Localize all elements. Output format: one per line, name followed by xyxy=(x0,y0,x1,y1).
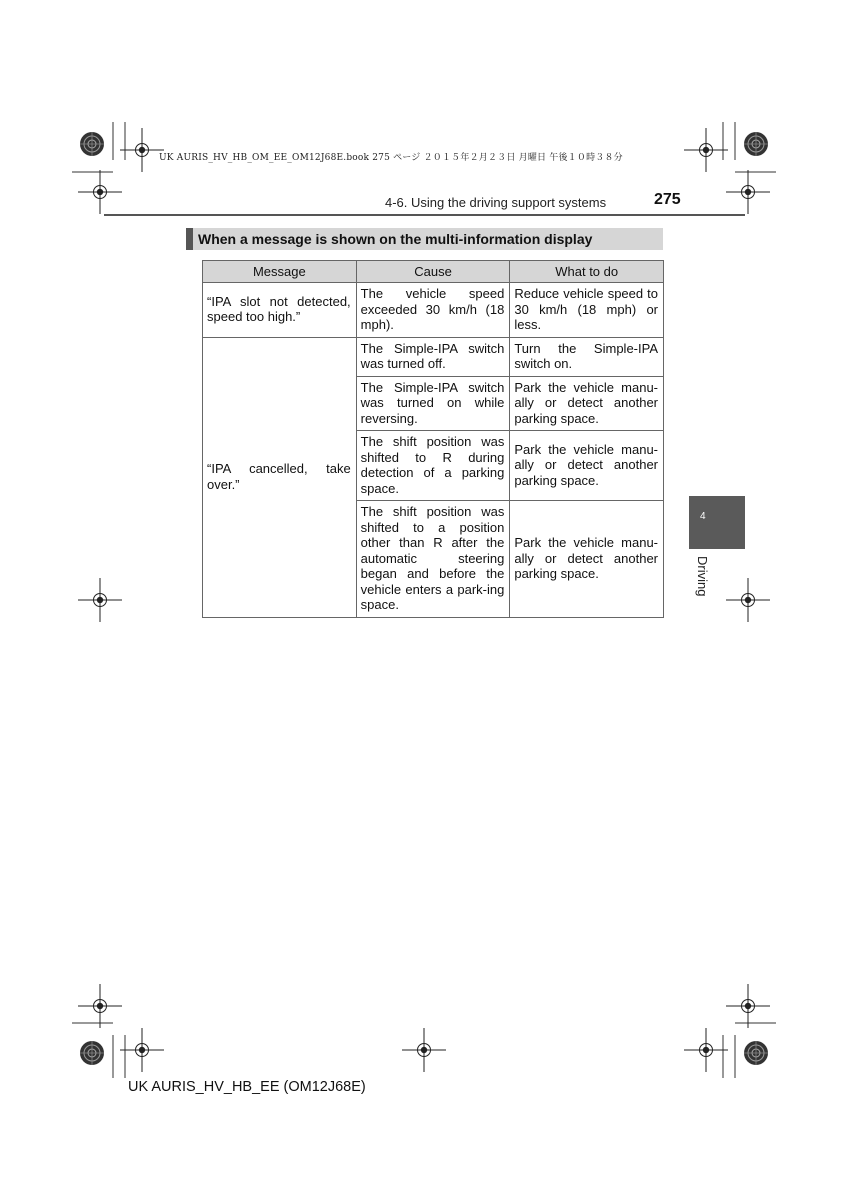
heading-accent xyxy=(186,228,193,250)
print-header: UK AURIS_HV_HB_OM_EE_OM12J68E.book 275 ページ ２０１５年２月２３日 月曜日 午後１０時３８分 xyxy=(159,153,623,163)
section-heading xyxy=(186,228,663,250)
table-row xyxy=(203,337,664,376)
cause-cell: The shift position was shifted to R during detection of a parking space. xyxy=(356,431,510,501)
table-row xyxy=(203,283,664,338)
action-cell: Park the vehicle manu-ally or detect another parking space. xyxy=(510,431,664,501)
registration-mark-icon xyxy=(78,984,122,1028)
color-target-icon xyxy=(744,132,768,156)
footer-code: UK AURIS_HV_HB_EE (OM12J68E) xyxy=(128,1079,366,1095)
page-number: 275 xyxy=(654,191,681,208)
cause-cell: The Simple-IPA switch was turned off. xyxy=(356,337,510,376)
column-header-cause: Cause xyxy=(356,261,510,283)
cause-cell: The vehicle speed exceeded 30 km/h (18 mph). xyxy=(356,283,510,338)
registration-mark-icon xyxy=(78,170,122,214)
registration-mark-icon xyxy=(684,1028,728,1072)
registration-mark-icon xyxy=(402,1028,446,1072)
color-target-icon xyxy=(744,1041,768,1065)
registration-mark-icon xyxy=(726,984,770,1028)
registration-mark-icon xyxy=(726,170,770,214)
action-cell: Park the vehicle manu-ally or detect another parking space. xyxy=(510,501,664,618)
registration-mark-icon xyxy=(120,128,164,172)
cause-cell: The shift position was shifted to a position other than R after the automatic steering began and before the vehicle enters a park-ing space. xyxy=(356,501,510,618)
header-rule xyxy=(104,214,745,216)
heading-text: When a message is shown on the multi-information display xyxy=(198,231,593,247)
section-title: 4-6. Using the driving support systems xyxy=(385,195,607,210)
chapter-number: 4 xyxy=(700,511,706,522)
table-header-row xyxy=(203,261,664,283)
chapter-label: Driving xyxy=(695,556,710,597)
message-cell: “IPA cancelled, take over.” xyxy=(203,337,357,617)
registration-mark-icon xyxy=(120,1028,164,1072)
cause-cell: The Simple-IPA switch was turned on while reversing. xyxy=(356,376,510,431)
color-target-icon xyxy=(80,132,104,156)
message-cell: “IPA slot not detected, speed too high.” xyxy=(203,283,357,338)
registration-mark-icon xyxy=(78,578,122,622)
registration-mark-icon xyxy=(684,128,728,172)
action-cell: Park the vehicle manu-ally or detect another parking space. xyxy=(510,376,664,431)
column-header-message: Message xyxy=(203,261,357,283)
color-target-icon xyxy=(80,1041,104,1065)
message-table xyxy=(202,260,664,618)
registration-mark-icon xyxy=(726,578,770,622)
action-cell: Turn the Simple-IPA switch on. xyxy=(510,337,664,376)
chapter-tab xyxy=(689,496,745,549)
action-cell: Reduce vehicle speed to 30 km/h (18 mph) or less. xyxy=(510,283,664,338)
column-header-what-to-do: What to do xyxy=(510,261,664,283)
